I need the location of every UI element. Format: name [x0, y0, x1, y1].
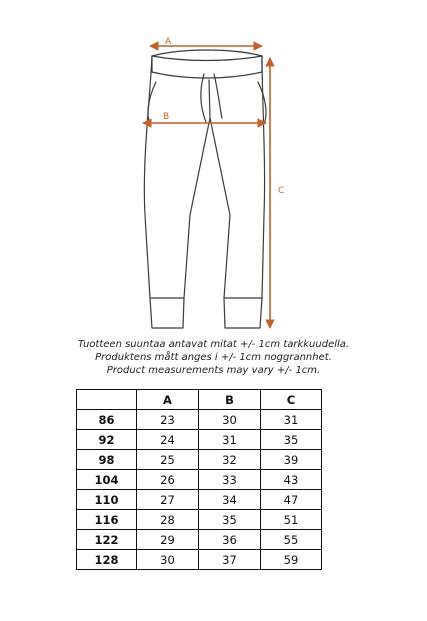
- size-cell: 98: [77, 450, 137, 470]
- value-c-cell: 59: [261, 550, 322, 570]
- size-cell: 104: [77, 470, 137, 490]
- value-a-cell: 26: [137, 470, 199, 490]
- table-row: [77, 470, 322, 490]
- table-row: [77, 430, 322, 450]
- label-b: B: [163, 112, 170, 122]
- measurement-lines: [143, 46, 270, 328]
- value-b-cell: 37: [199, 550, 261, 570]
- value-c-cell: 35: [261, 430, 322, 450]
- note-swedish: Produktens mått anges i +/- 1cm noggrannhet.: [95, 352, 332, 363]
- value-c-cell: 47: [261, 490, 322, 510]
- table-row: [77, 490, 322, 510]
- value-b-cell: 30: [199, 410, 261, 430]
- size-cell: 86: [77, 410, 137, 430]
- value-b-cell: 36: [199, 530, 261, 550]
- table-row: [77, 510, 322, 530]
- value-b-cell: 35: [199, 510, 261, 530]
- header-a: A: [137, 390, 199, 410]
- value-b-cell: 33: [199, 470, 261, 490]
- header-size: [77, 390, 137, 410]
- value-b-cell: 34: [199, 490, 261, 510]
- value-a-cell: 24: [137, 430, 199, 450]
- size-cell: 110: [77, 490, 137, 510]
- value-c-cell: 31: [261, 410, 322, 430]
- size-cell: 92: [77, 430, 137, 450]
- value-b-cell: 32: [199, 450, 261, 470]
- value-b-cell: 31: [199, 430, 261, 450]
- value-c-cell: 51: [261, 510, 322, 530]
- label-a: A: [165, 37, 172, 47]
- value-c-cell: 39: [261, 450, 322, 470]
- size-cell: 128: [77, 550, 137, 570]
- note-english: Product measurements may vary +/- 1cm.: [106, 365, 321, 376]
- value-a-cell: 27: [137, 490, 199, 510]
- value-a-cell: 23: [137, 410, 199, 430]
- table-header-row: [77, 390, 322, 410]
- size-cell: 116: [77, 510, 137, 530]
- size-cell: 122: [77, 530, 137, 550]
- value-a-cell: 30: [137, 550, 199, 570]
- header-c: C: [261, 390, 322, 410]
- value-c-cell: 55: [261, 530, 322, 550]
- table-row: [77, 410, 322, 430]
- value-a-cell: 25: [137, 450, 199, 470]
- value-a-cell: 29: [137, 530, 199, 550]
- size-table: [76, 389, 322, 570]
- value-c-cell: 43: [261, 470, 322, 490]
- size-table-container: [76, 389, 322, 570]
- value-a-cell: 28: [137, 510, 199, 530]
- sweatpants-icon: [144, 50, 266, 328]
- table-row: [77, 530, 322, 550]
- header-b: B: [199, 390, 261, 410]
- note-finnish: Tuotteen suuntaa antavat mitat +/- 1cm tarkkuudella.: [77, 339, 350, 350]
- label-c: C: [278, 186, 285, 196]
- table-row: [77, 550, 322, 570]
- table-row: [77, 450, 322, 470]
